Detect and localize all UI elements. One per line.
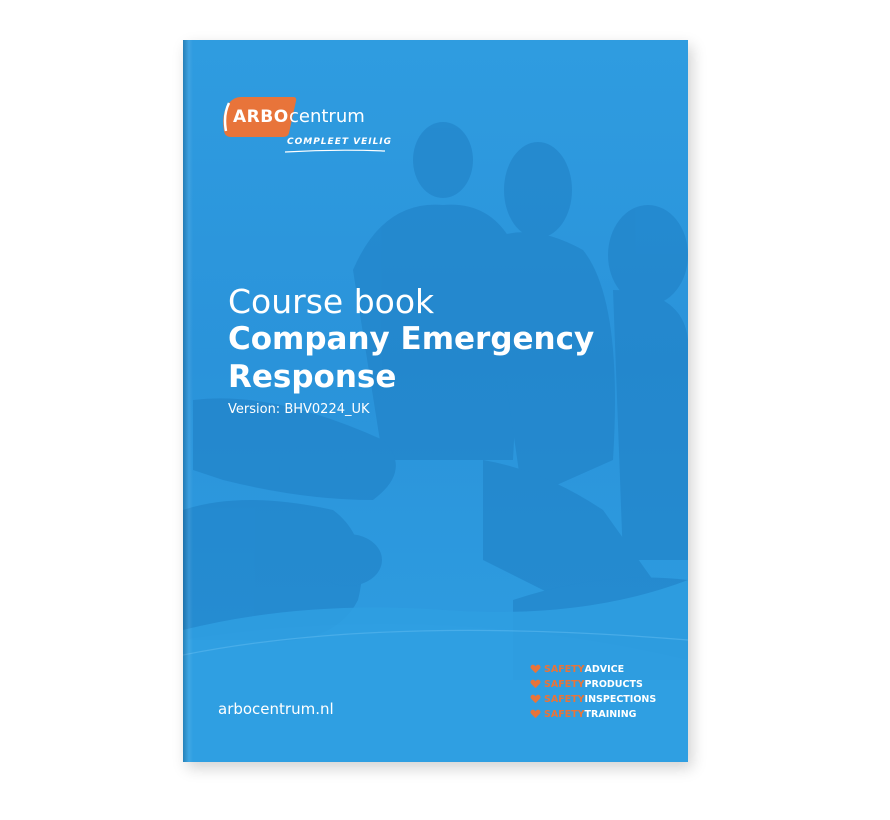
cover-title-main <box>228 320 594 396</box>
service-prefix: SAFETY <box>544 708 585 720</box>
service-item <box>530 707 656 721</box>
service-item <box>530 662 656 676</box>
service-prefix: SAFETY <box>544 678 585 690</box>
version-label: Version: BHV0224_UK <box>228 402 370 417</box>
book-cover <box>183 40 688 762</box>
cover-title-line1: Course book <box>228 282 435 321</box>
cover-photo <box>183 40 688 762</box>
service-suffix: TRAINING <box>584 708 637 720</box>
book-spine <box>183 40 193 762</box>
cover-title-line3: Response <box>228 359 397 395</box>
heart-icon <box>530 679 541 689</box>
logo-centrum-text: centrum <box>289 106 365 127</box>
service-suffix: ADVICE <box>584 663 625 675</box>
service-suffix: INSPECTIONS <box>584 693 657 705</box>
cover-title-line2: Company Emergency <box>228 321 595 357</box>
heart-icon <box>530 664 541 674</box>
service-item <box>530 677 656 691</box>
service-prefix: SAFETY <box>544 663 585 675</box>
service-prefix: SAFETY <box>544 693 585 705</box>
service-suffix: PRODUCTS <box>584 678 643 690</box>
services-list <box>530 662 656 722</box>
logo-arbo-text: ARBO <box>233 107 289 127</box>
service-item <box>530 692 656 706</box>
heart-icon <box>530 694 541 704</box>
logo-tagline: COMPLEET VEILIG <box>287 137 393 147</box>
logo-underline <box>285 149 385 153</box>
heart-icon <box>530 709 541 719</box>
website-url: arbocentrum.nl <box>218 700 334 718</box>
